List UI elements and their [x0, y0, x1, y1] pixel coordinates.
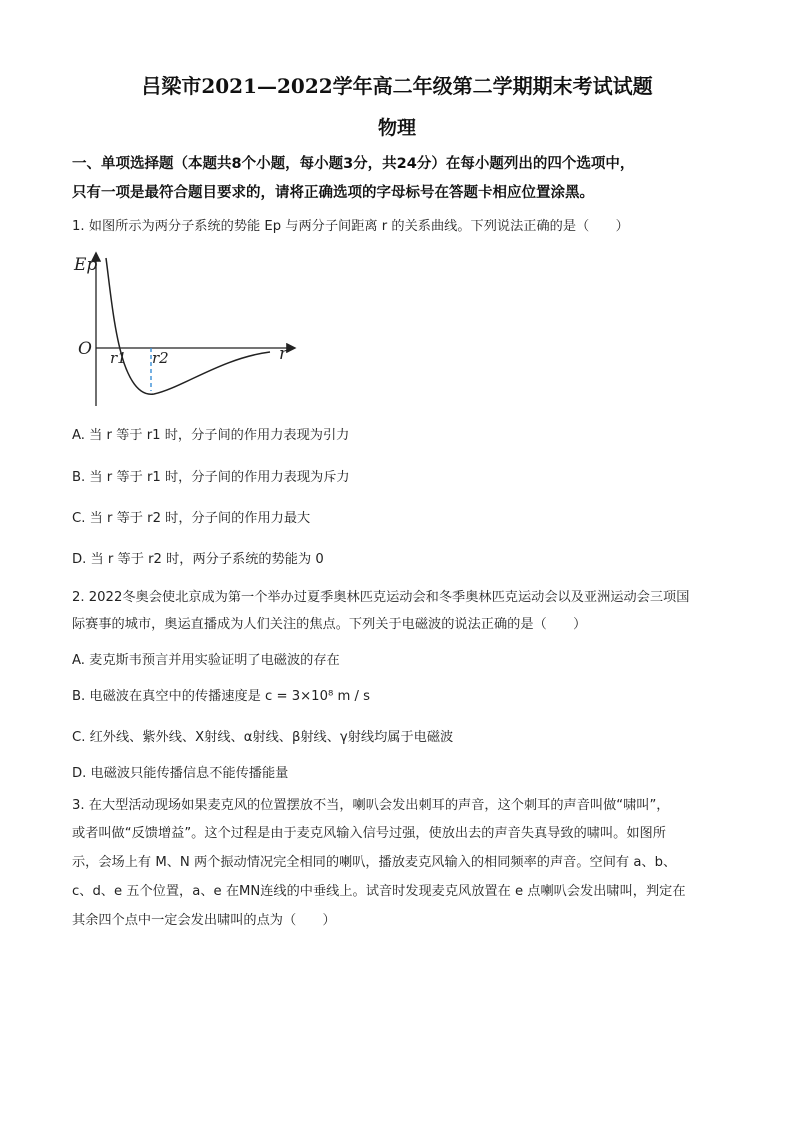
- r2-label: r2: [152, 349, 169, 367]
- question-3-stem-line-4: c、d、e 五个位置，a、e 在MN连线的中垂线上。试音时发现麦克风放置在 e 点喇叭会发出啸叫，判定在: [72, 884, 686, 899]
- question-3-stem-line-2: 或者叫做“反馈增益”。这个过程是由于麦克风输入信号过强，使放出去的声音失真导致的啸叫。如图所: [72, 826, 666, 841]
- question-3-stem-line-3: 示，会场上有 M、N 两个振动情况完全相同的喇叭，播放麦克风输入的相同频率的声音。空间有 a、b、: [72, 855, 677, 870]
- y-axis-label: Ep: [74, 255, 98, 275]
- r1-label: r1: [110, 349, 127, 367]
- section-heading: [72, 150, 722, 208]
- potential-energy-graph: [72, 248, 312, 410]
- question-3-stem-line-1: 3. 在大型活动现场如果麦克风的位置摆放不当，喇叭会发出刺耳的声音，这个刺耳的声音叫做“啸叫”，: [72, 798, 670, 813]
- question-1-option-d: D. 当 r 等于 r2 时，两分子系统的势能为 0: [72, 552, 324, 567]
- x-axis-label: r: [279, 344, 288, 364]
- question-1-stem: 1. 如图所示为两分子系统的势能 Ep 与两分子间距离 r 的关系曲线。下列说法正确的是（ ）: [72, 219, 629, 234]
- origin-label: O: [78, 339, 92, 359]
- question-2-option-c: C. 红外线、紫外线、X射线、α射线、β射线、γ射线均属于电磁波: [72, 730, 454, 745]
- section-heading-line-1: 一、单项选择题（本题共8个小题，每小题3分，共24分）在每小题列出的四个选项中，: [72, 156, 635, 172]
- question-1-option-b: B. 当 r 等于 r1 时，分子间的作用力表现为斥力: [72, 470, 350, 485]
- question-1-option-c: C. 当 r 等于 r2 时，分子间的作用力最大: [72, 511, 311, 526]
- section-heading-line-2: 只有一项是最符合题目要求的，请将正确选项的字母标号在答题卡相应位置涂黑。: [72, 185, 594, 201]
- question-2-stem-line-1: 2. 2022冬奥会使北京成为第一个举办过夏季奥林匹克运动会和冬季奥林匹克运动会以及亚洲运动会三项国: [72, 590, 690, 605]
- question-1-option-a: A. 当 r 等于 r1 时，分子间的作用力表现为引力: [72, 428, 350, 443]
- question-2-option-a: A. 麦克斯韦预言并用实验证明了电磁波的存在: [72, 653, 340, 668]
- question-2-stem-line-2: 际赛事的城市，奥运直播成为人们关注的焦点。下列关于电磁波的说法正确的是（ ）: [72, 617, 587, 632]
- exam-title: 吕梁市2021—2022学年高二年级第二学期期末考试试题: [141, 74, 653, 98]
- question-2-option-d: D. 电磁波只能传播信息不能传播能量: [72, 766, 289, 781]
- question-3-stem-line-5: 其余四个点中一定会发出啸叫的点为（ ）: [72, 913, 336, 928]
- subject-title: 物理: [377, 117, 416, 139]
- question-2-option-b: B. 电磁波在真空中的传播速度是 c = 3×10⁸ m / s: [72, 689, 370, 704]
- potential-curve: [106, 258, 270, 394]
